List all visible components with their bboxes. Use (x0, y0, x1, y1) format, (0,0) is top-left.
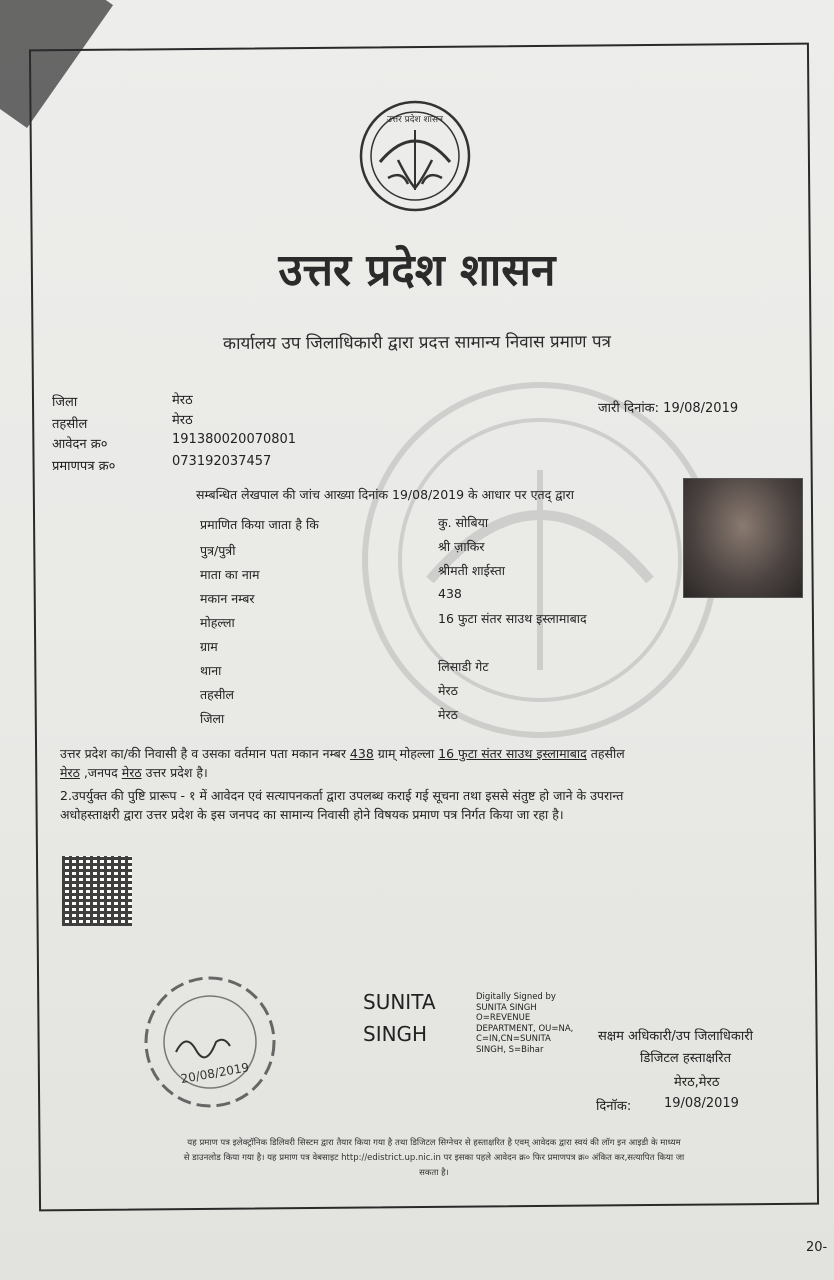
footer-line: से डाउनलोड किया गया है। यह प्रमाण पत्र वेबसाइट http://edistrict.up.nic.in पर इसका पहले आवेदन क्र० फिर प्रमाणपत्र क्र० अंकित कर,सत्यापित किया जा (183, 1153, 685, 1163)
detail-label: तहसील (200, 687, 234, 702)
district-label: जिला (52, 395, 78, 410)
up-government-emblem (358, 100, 472, 212)
verification-intro: सम्बन्धित लेखपाल की जांच आख्या दिनांक 19/08/2019 के आधार पर एतद् द्वारा (196, 487, 575, 502)
digital-signature-details (476, 992, 596, 1055)
para-text: ग्राम् मोहल्ला (373, 746, 439, 761)
para-text: 2.उपर्युक्त की पुष्टि प्रारूप - १ में आवेदन एवं सत्यापनकर्ता द्वारा उपलब्ध कराई गई सूचना तथा इससे संतुष्ट हो जाने के उपरान्त (60, 788, 624, 803)
detail-value-father: श्री ज़ाकिर (438, 539, 485, 554)
page-title: उत्तर प्रदेश शासन (278, 245, 556, 296)
footer-line: सकता है। (419, 1168, 449, 1178)
detail-value-name: कु. सोबिया (438, 515, 489, 530)
page-number: 20- (806, 1240, 828, 1255)
detail-value-tehsil: मेरठ (438, 683, 458, 698)
footer-note (44, 1136, 824, 1181)
detail-label: माता का नाम (200, 567, 260, 582)
emblem-watermark (360, 380, 720, 740)
footer-line: यह प्रमाण पत्र इलेक्ट्रॉनिक डिलिवरी सिस्टम द्वारा तैयार किया गया है तथा डिजिटल सिग्नेचर से हस्ताक्षरित है एवम् आवेदक द्वारा स्वयं की लॉग इन आइडी के माध्यम (187, 1138, 681, 1148)
para-district: मेरठ (121, 765, 142, 780)
para-text: तहसील (586, 746, 625, 761)
detail-label: थाना (200, 663, 222, 678)
detail-value-police-station: लिसाडी गेट (438, 659, 489, 674)
signer-name-first: SUNITA (363, 990, 436, 1014)
signing-date: 19/08/2019 (664, 1096, 739, 1111)
detail-label: पुत्र/पुत्री (200, 543, 236, 558)
signing-date-label: दिनॉक: (596, 1099, 632, 1114)
certificate-number: 073192037457 (172, 454, 272, 469)
dsig-line: SINGH, S=Bihar (476, 1044, 544, 1055)
dsig-line: DEPARTMENT, OU=NA, (476, 1023, 574, 1034)
signer-name-last: SINGH (363, 1022, 428, 1046)
para-text: उत्तर प्रदेश का/की निवासी है व उसका वर्तमान पता मकान नम्बर (60, 746, 350, 761)
stamp-date: 20/08/2019 (179, 1060, 251, 1087)
application-number: 19138002007080​1 (172, 432, 297, 447)
detail-label: मोहल्ला (200, 615, 235, 630)
para-house-number: 438 (349, 746, 374, 761)
detail-value-house: 438 (438, 586, 462, 601)
application-label: आवेदन क्र० (52, 437, 108, 452)
detail-label: ग्राम (200, 639, 218, 654)
dsig-line: O=REVENUE (476, 1013, 531, 1023)
dsig-line: SUNITA SINGH (476, 1002, 537, 1013)
certificate-subtitle: कार्यालय उप जिलाधिकारी द्वारा प्रदत्त सामान्य निवास प्रमाण पत्र (222, 331, 612, 355)
digital-signed-label: डिजिटल हस्ताक्षरित (640, 1051, 731, 1066)
tehsil-label: तहसील (52, 417, 88, 432)
dsig-line: C=IN,CN=SUNITA (476, 1034, 551, 1044)
detail-label: मकान नम्बर (200, 591, 255, 606)
detail-label: जिला (200, 711, 225, 726)
residence-paragraph (60, 744, 800, 782)
detail-value-mohalla: 16 फुटा संतर साउथ इस्लामाबाद (438, 611, 587, 626)
para-text: उत्तर प्रदेश है। (141, 765, 208, 780)
qr-code (62, 856, 132, 926)
tehsil-value: मेरठ (172, 413, 193, 428)
confirmation-paragraph (60, 786, 800, 824)
official-stamp (140, 972, 280, 1112)
detail-label: प्रमाणित किया जाता है कि (200, 517, 319, 532)
signing-place: मेरठ,मेरठ (674, 1075, 720, 1090)
dsig-line: Digitally Signed by (476, 992, 556, 1002)
detail-value-district: मेरठ (438, 707, 458, 722)
issue-date: जारी दिनांक: 19/08/2019 (598, 401, 739, 416)
detail-value-mother: श्रीमती शाईस्ता (438, 563, 505, 578)
para-text: ,जनपद (79, 765, 122, 780)
applicant-photo (683, 478, 803, 598)
svg-text:उत्तर प्रदेश शासन: उत्तर प्रदेश शासन (386, 115, 444, 125)
para-text: अधोहस्ताक्षरी द्वारा उत्तर प्रदेश के इस जनपद का सामान्य निवासी होने विषयक प्रमाण पत्र निर्गत किया जा रहा है। (60, 807, 564, 822)
district-value: मेरठ (172, 393, 193, 408)
certificate-label: प्रमाणपत्र क्र० (52, 459, 116, 474)
authority-title: सक्षम अधिकारी/उप जिलाधिकारी (598, 1029, 753, 1044)
para-tehsil: मेरठ (60, 765, 80, 780)
para-mohalla: 16 फुटा संतर साउथ इस्लामाबाद (438, 746, 587, 761)
